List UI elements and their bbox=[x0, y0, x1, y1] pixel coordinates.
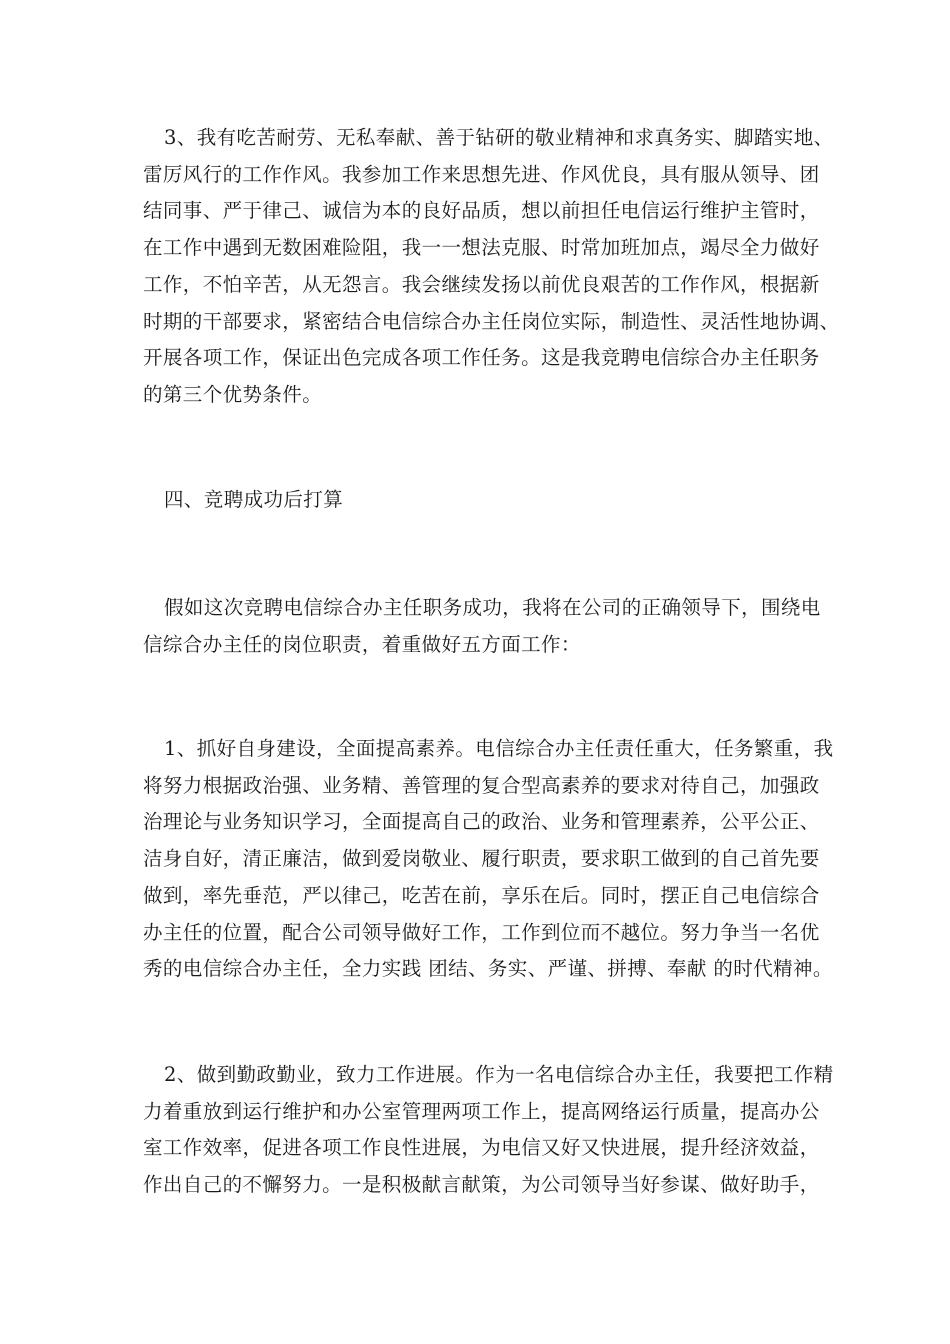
text-line: 信综合办主任的岗位职责，着重做好五方面工作： bbox=[143, 632, 581, 656]
text-line: 秀的电信综合办主任，全力实践 团结、务实、严谨、拼搏、奉献 的时代精神。 bbox=[143, 957, 833, 981]
text-line: 治理论与业务知识学习，全面提高自己的政治、业务和管理素养，公平公正、 bbox=[143, 810, 820, 834]
text-line: 洁身自好，清正廉洁，做到爱岗敬业、履行职责，要求职工做到的自己首先要 bbox=[143, 847, 820, 871]
heading-text: 四、竞聘成功后打算 bbox=[164, 488, 344, 511]
text-line: 将努力根据政治强、业务精、善管理的复合型高素养的要求对待自己，加强政 bbox=[143, 773, 820, 797]
text-line: 工作，不怕辛苦，从无怨言。我会继续发扬以前优良艰苦的工作作风，根据新 bbox=[143, 272, 820, 296]
text-line: 3、我有吃苦耐劳、无私奉献、善于钻研的敬业精神和求真务实、脚踏实地、 bbox=[164, 126, 834, 149]
section-heading bbox=[143, 482, 833, 519]
text-line: 开展各项工作，保证出色完成各项工作任务。这是我竞聘电信综合办主任职务 bbox=[143, 346, 820, 370]
text-line: 做到，率先垂范，严以律己，吃苦在前，享乐在后。同时，摆正自己电信综合 bbox=[143, 883, 820, 907]
text-line: 雷厉风行的工作作风。我参加工作来思想先进、作风优良，具有服从领导、团 bbox=[143, 162, 820, 186]
text-line: 2、做到勤政勤业，致力工作进展。作为一名电信综合办主任，我要把工作精 bbox=[164, 1063, 834, 1086]
text-line: 室工作效率，促进各项工作良性进展，为电信又好又快进展，提升经济效益， bbox=[143, 1136, 820, 1160]
paragraph-plan-2 bbox=[143, 1057, 833, 1204]
text-line: 办主任的位置，配合公司领导做好工作，工作到位而不越位。努力争当一名优 bbox=[143, 920, 820, 944]
paragraph-advantage-3 bbox=[143, 120, 840, 414]
paragraph-plan-intro bbox=[143, 590, 833, 663]
text-line: 假如这次竞聘电信综合办主任职务成功，我将在公司的正确领导下，围绕电 bbox=[164, 596, 821, 619]
paragraph-plan-1 bbox=[143, 731, 833, 988]
text-line: 结同事、严于律己、诚信为本的良好品质，想以前担任电信运行维护主管时， bbox=[143, 199, 820, 223]
text-line: 在工作中遇到无数困难险阻，我一一想法克服、时常加班加点，竭尽全力做好 bbox=[143, 236, 820, 260]
text-line: 时期的干部要求，紧密结合电信综合办主任岗位实际，制造性、灵活性地协调、 bbox=[143, 309, 840, 333]
text-line: 1、抓好自身建设，全面提高素养。电信综合办主任责任重大，任务繁重，我 bbox=[164, 737, 834, 760]
text-line: 的第三个优势条件。 bbox=[143, 382, 323, 406]
text-line: 作出自己的不懈努力。一是积极献言献策，为公司领导当好参谋、做好助手， bbox=[143, 1173, 820, 1197]
text-line: 力着重放到运行维护和办公室管理两项工作上，提高网络运行质量，提高办公 bbox=[143, 1099, 820, 1123]
